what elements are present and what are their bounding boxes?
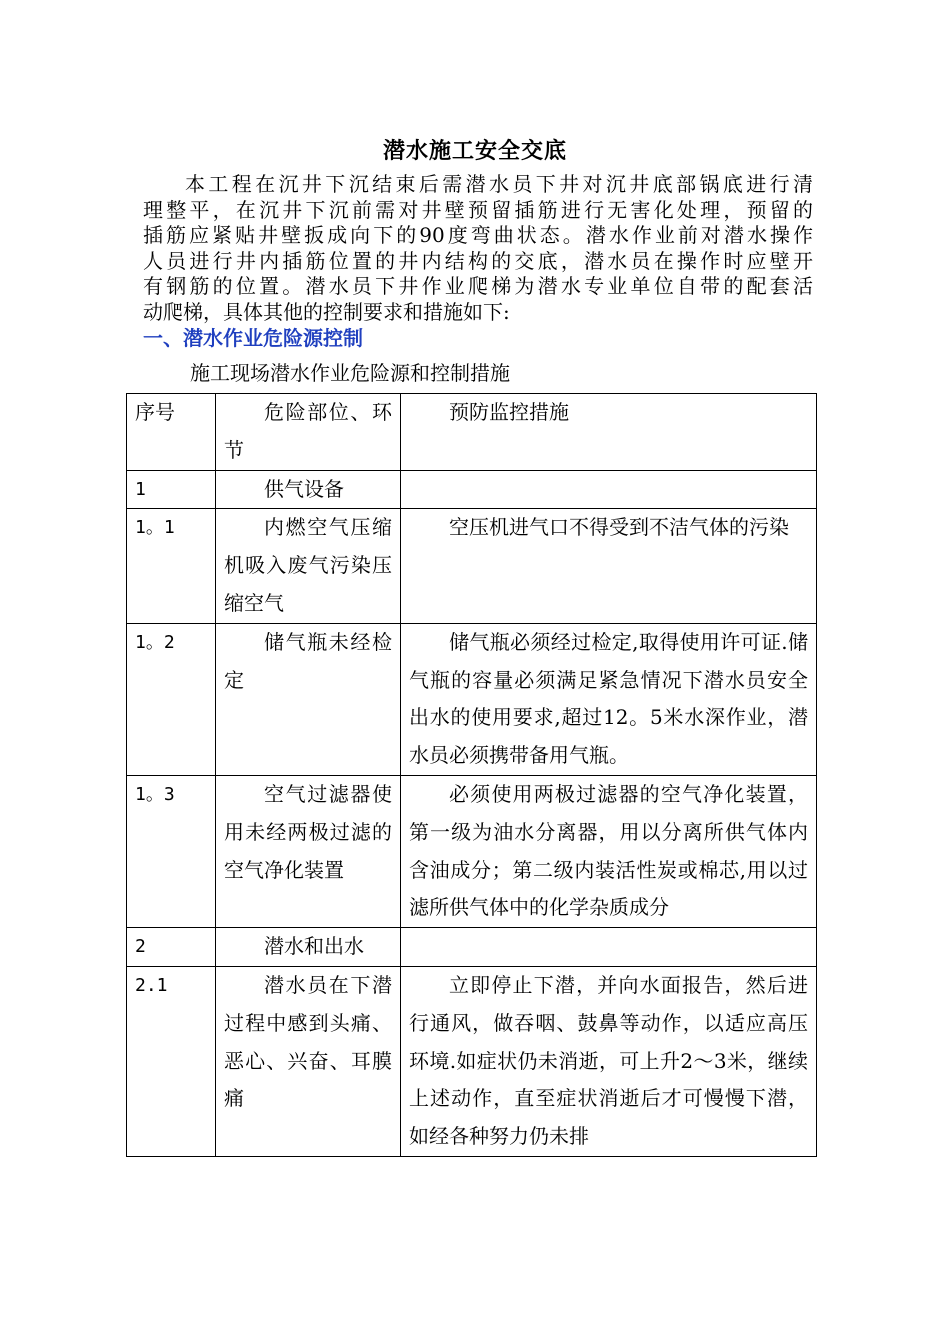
row-no: 2 (127, 928, 216, 967)
row-measure: 必须使用两极过滤器的空气净化装置，第一级为油水分离器，用以分离所供气体内含油成分；第二级内装活性炭或棉芯,用以过滤所供气体中的化学杂质成分 (401, 775, 817, 927)
row-no: 1。3 (127, 775, 216, 927)
row-part: 内燃空气压缩机吸入废气污染压缩空气 (216, 509, 401, 623)
row-part: 供气设备 (216, 470, 401, 509)
row-measure (401, 470, 817, 509)
hazard-control-table (126, 393, 817, 1157)
table-row (127, 509, 817, 623)
intro-line: 人员进行井内插筋位置的井内结构的交底，潜水员在操作时应壁开 (143, 248, 813, 273)
table-header-row (127, 394, 817, 471)
table-row (127, 623, 817, 775)
row-part: 潜水和出水 (216, 928, 401, 967)
row-part: 储气瓶未经检定 (216, 623, 401, 775)
section-heading: 一、潜水作业危险源控制 (143, 326, 363, 350)
row-no: 1。1 (127, 509, 216, 623)
document-title: 潜水施工安全交底 (382, 139, 567, 164)
header-cell-part: 危险部位、环节 (216, 394, 401, 471)
intro-line: 插筋应紧贴井壁扳成向下的90度弯曲状态。潜水作业前对潜水操作 (143, 223, 813, 248)
table-row (127, 470, 817, 509)
intro-line: 本工程在沉井下沉结束后需潜水员下井对沉井底部锅底进行清 (185, 172, 813, 196)
table-row (127, 966, 817, 1156)
table-row (127, 775, 817, 927)
row-measure: 立即停止下潜，并向水面报告，然后进行通风，做吞咽、鼓鼻等动作，以适应高压环境.如症状仍未消逝，可上升2～3米，继续上述动作，直至症状消逝后才可慢慢下潜，如经各种努力仍未排 (401, 966, 817, 1156)
row-measure: 空压机进气口不得受到不洁气体的污染 (401, 509, 817, 623)
row-no: 1。2 (127, 623, 216, 775)
row-no: 1 (127, 470, 216, 509)
row-no: 2.1 (127, 966, 216, 1156)
header-cell-no: 序号 (127, 394, 216, 471)
intro-line: 有钢筋的位置。潜水员下井作业爬梯为潜水专业单位自带的配套活 (143, 274, 813, 299)
table-caption: 施工现场潜水作业危险源和控制措施 (190, 361, 510, 385)
intro-line: 理整平，在沉井下沉前需对井壁预留插筋进行无害化处理，预留的 (143, 197, 813, 222)
row-part: 潜水员在下潜过程中感到头痛、恶心、兴奋、耳膜痛 (216, 966, 401, 1156)
intro-line: 动爬梯，具体其他的控制要求和措施如下: (143, 299, 510, 324)
table-row (127, 928, 817, 967)
header-cell-measure: 预防监控措施 (401, 394, 817, 471)
row-measure: 储气瓶必须经过检定,取得使用许可证.储气瓶的容量必须满足紧急情况下潜水员安全出水的使用要求,超过12。5米水深作业，潜水员必须携带备用气瓶。 (401, 623, 817, 775)
row-part: 空气过滤器使用未经两极过滤的空气净化装置 (216, 775, 401, 927)
row-measure (401, 928, 817, 967)
intro-paragraph (143, 172, 813, 326)
